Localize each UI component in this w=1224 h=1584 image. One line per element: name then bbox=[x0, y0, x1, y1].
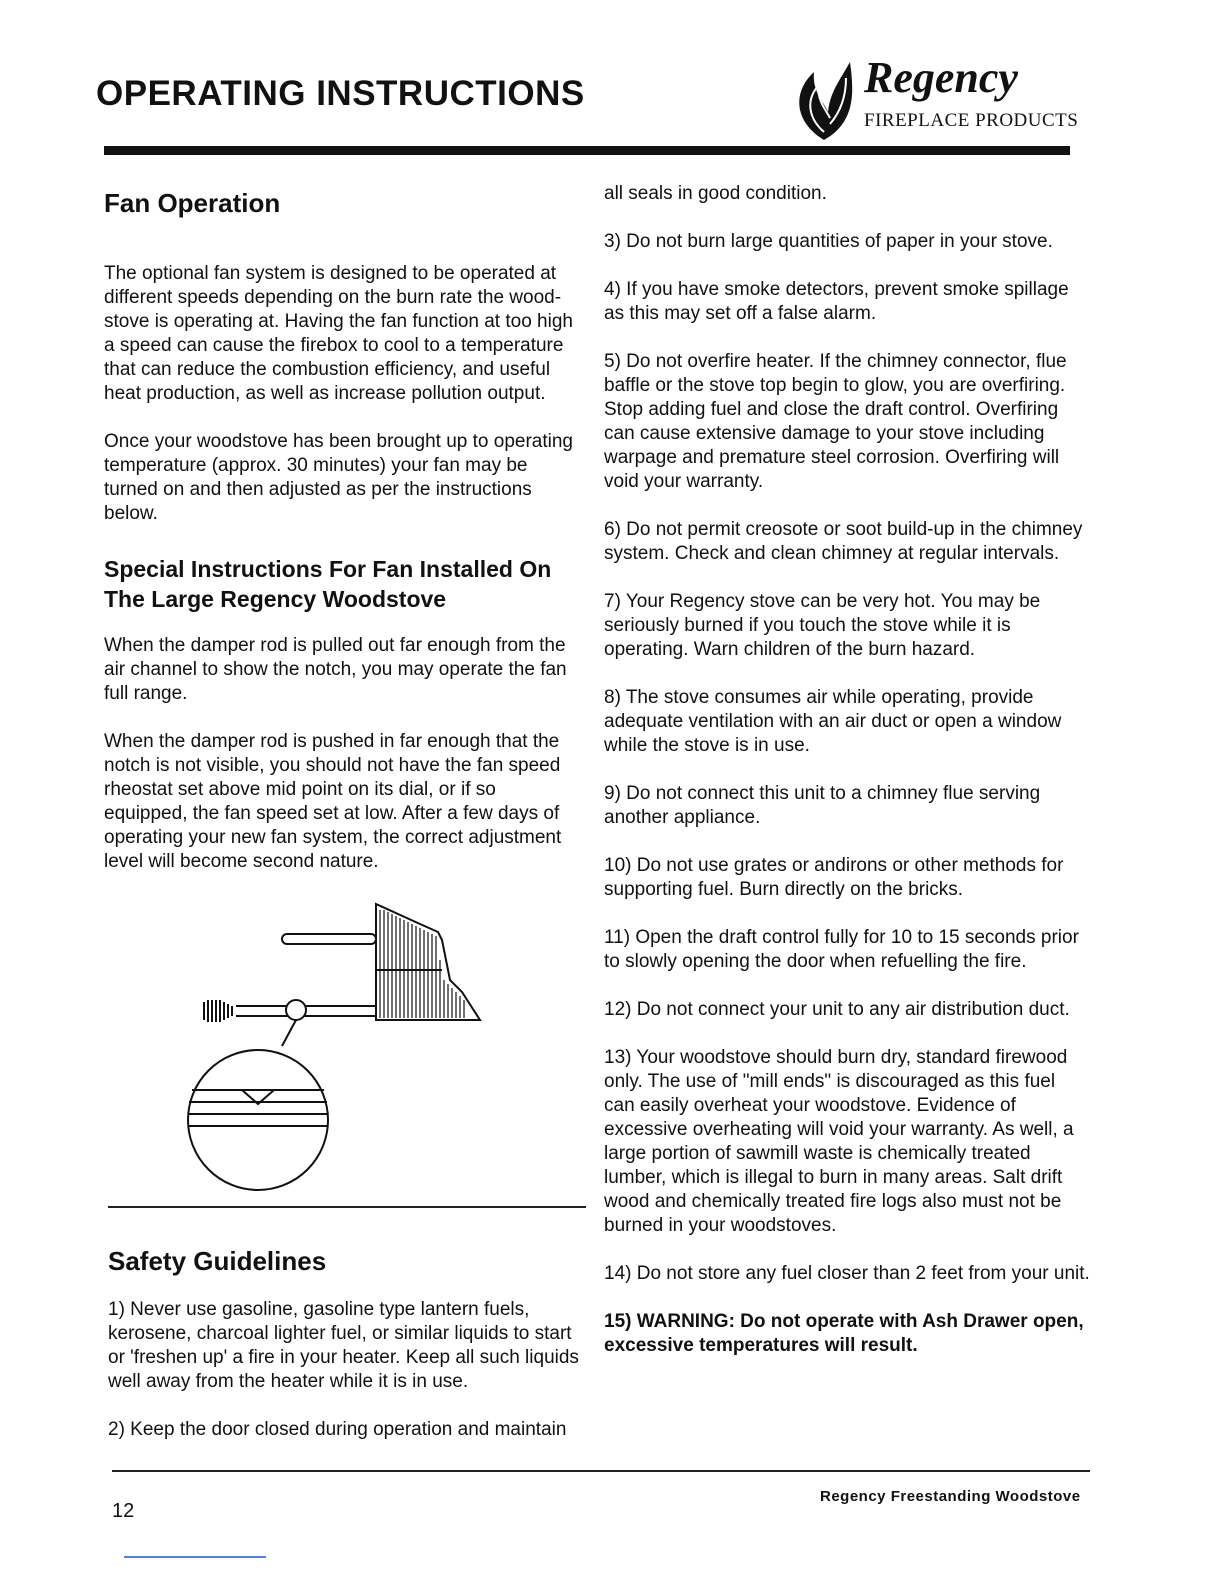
safety-section bbox=[108, 1246, 592, 1442]
guideline-15-warning: 15) WARNING: Do not operate with Ash Drawer open, excessive temperatures will result. bbox=[604, 1311, 1084, 1356]
page-title: OPERATING INSTRUCTIONS bbox=[96, 74, 585, 113]
guideline-7: 7) Your Regency stove can be very hot. You may be seriously burned if you touch the stove while it is operating. Warn children of the burn hazard. bbox=[604, 591, 1041, 660]
scan-mark-line bbox=[124, 1556, 266, 1558]
left-column bbox=[104, 188, 584, 874]
guideline-6: 6) Do not permit creosote or soot build-up in the chimney system. Check and clean chimney at regular intervals. bbox=[604, 519, 1083, 564]
guideline-1: 1) Never use gasoline, gasoline type lantern fuels, kerosene, charcoal lighter fuel, or similar liquids to start or 'freshen up' a fire in your heater. Keep all such liquids well away from the heater while it is in use. bbox=[108, 1299, 579, 1392]
guideline-10: 10) Do not use grates or andirons or other methods for supporting fuel. Burn directly on the bricks. bbox=[604, 855, 1064, 900]
guideline-3: 3) Do not burn large quantities of paper in your stove. bbox=[604, 231, 1053, 252]
guideline-13: 13) Your woodstove should burn dry, standard firewood only. The use of "mill ends" is discouraged as this fuel can easily overheat your woodstove. Evidence of excessive overheating will void your warranty. As well, a large portion of sawmill waste is chemically treated lumber, which is illegal to burn in many areas. Salt drift wood and chemically treated fire logs also must not be burned in your woodstoves. bbox=[604, 1047, 1074, 1236]
guideline-8: 8) The stove consumes air while operating, provide adequate ventilation with an air duct or open a window while the stove is in use. bbox=[604, 687, 1062, 756]
guideline-2-continued: all seals in good condition. bbox=[604, 183, 827, 204]
section-divider bbox=[108, 1206, 586, 1208]
safety-guidelines-heading: Safety Guidelines bbox=[108, 1246, 327, 1276]
special-paragraph-2: When the damper rod is pushed in far enough that the notch is not visible, you should not have the fan speed rheostat set above mid point on its dial, or if so equipped, the fan speed set at low. After a few days of operating your new fan system, the correct adjustment level will become second nature. bbox=[104, 731, 562, 872]
special-instructions-heading: Special Instructions For Fan Installed On The Large Regency Woodstove bbox=[104, 556, 552, 612]
damper-rod-diagram bbox=[180, 900, 500, 1200]
fan-paragraph-1: The optional fan system is designed to be operated at different speeds depending on the burn rate the wood-stove is operating at. Having the fan function at too high a speed can cause the firebox to cool to a temperature that can reduce the combustion efficiency, and useful heat production, as well as increase pollution output. bbox=[104, 263, 573, 404]
guideline-9: 9) Do not connect this unit to a chimney flue serving another appliance. bbox=[604, 783, 1041, 828]
flame-logo-icon bbox=[784, 52, 864, 142]
page-number: 12 bbox=[112, 1500, 135, 1522]
header-rule bbox=[104, 146, 1070, 155]
guideline-11: 11) Open the draft control fully for 10 to 15 seconds prior to slowly opening the door when refuelling the fire. bbox=[604, 927, 1079, 972]
logo-brand: Regency bbox=[864, 53, 1018, 102]
guideline-5: 5) Do not overfire heater. If the chimney connector, flue baffle or the stove top begin to glow, you are overfiring. Stop adding fuel and close the draft control. Overfiring can cause extensive damage to your stove including warpage and premature steel corrosion. Overfiring will void your warranty. bbox=[604, 351, 1067, 492]
right-column bbox=[604, 182, 1090, 1358]
regency-logo bbox=[784, 52, 1084, 142]
guideline-12: 12) Do not connect your unit to any air distribution duct. bbox=[604, 999, 1070, 1020]
guideline-4: 4) If you have smoke detectors, prevent smoke spillage as this may set off a false alarm. bbox=[604, 279, 1069, 324]
fan-paragraph-2: Once your woodstove has been brought up to operating temperature (approx. 30 minutes) your fan may be turned on and then adjusted as per the instructions below. bbox=[104, 431, 573, 524]
guideline-2: 2) Keep the door closed during operation and maintain bbox=[108, 1419, 567, 1440]
guideline-14: 14) Do not store any fuel closer than 2 feet from your unit. bbox=[604, 1263, 1090, 1284]
logo-subtitle: FIREPLACE PRODUCTS bbox=[864, 110, 1079, 131]
footer-rule bbox=[112, 1470, 1090, 1472]
special-paragraph-1: When the damper rod is pulled out far enough from the air channel to show the notch, you may operate the fan full range. bbox=[104, 635, 567, 704]
fan-operation-heading: Fan Operation bbox=[104, 188, 281, 218]
footer-product-name: Regency Freestanding Woodstove bbox=[820, 1488, 1081, 1505]
